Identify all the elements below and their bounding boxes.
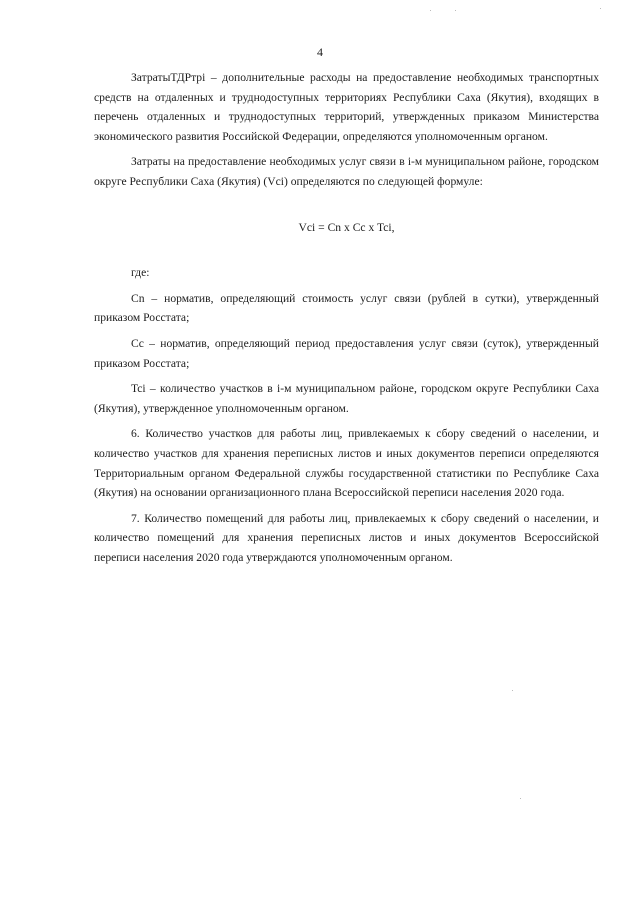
scan-speck bbox=[520, 798, 521, 799]
scan-speck bbox=[455, 10, 456, 11]
scan-speck bbox=[512, 690, 513, 691]
paragraph-where: где: bbox=[131, 266, 150, 280]
scan-speck bbox=[430, 10, 431, 11]
paragraph-item-6: 6. Количество участков для работы лиц, привлекаемых к сбору сведений о населении, и количество участков для хранения переписных листов и иных документов переписи определяются Территориальным органом Федеральной службы государственной статистики по Республике Саха (Якутия) на основании организационного плана Всероссийской переписи населения 2020 года. bbox=[94, 427, 599, 500]
formula: Vci = Cn x Cc x Tci, bbox=[298, 220, 395, 234]
definition-tc: Tci – количество участков в i-м муниципальном районе, городском округе Республики Саха (Якутия), утвержденное уполномоченным органом. bbox=[94, 382, 599, 415]
document-body bbox=[94, 68, 599, 573]
paragraph-item-7: 7. Количество помещений для работы лиц, привлекаемых к сбору сведений о населении, и количество помещений для хранения переписных листов и иных документов Всероссийской переписи населения 2020 года утверждаются уполномоченным органом. bbox=[94, 511, 599, 564]
page-number: 4 bbox=[317, 45, 323, 59]
paragraph-communication-costs: Затраты на предоставление необходимых услуг связи в i-м муниципальном районе, городском округе Республики Саха (Якутия) (Vci) определяются по следующей формуле: bbox=[94, 155, 599, 188]
paragraph-transport-costs: ЗатратыТДРтрi – дополнительные расходы на предоставление необходимых транспортных средств на отдаленных и труднодоступных территориях Республики Саха (Якутия), входящих в перечень отдаленных и труднодоступных территорий, утвержденных приказом Министерства экономического развития Российской Федерации, определяются уполномоченным органом. bbox=[94, 71, 599, 143]
scan-speck bbox=[600, 8, 601, 9]
definition-cc: Cc – норматив, определяющий период предоставления услуг связи (суток), утвержденный приказом Росстата; bbox=[94, 336, 599, 370]
definition-cn: Cn – норматив, определяющий стоимость услуг связи (рублей в сутки), утвержденный приказом Росстата; bbox=[94, 291, 599, 325]
